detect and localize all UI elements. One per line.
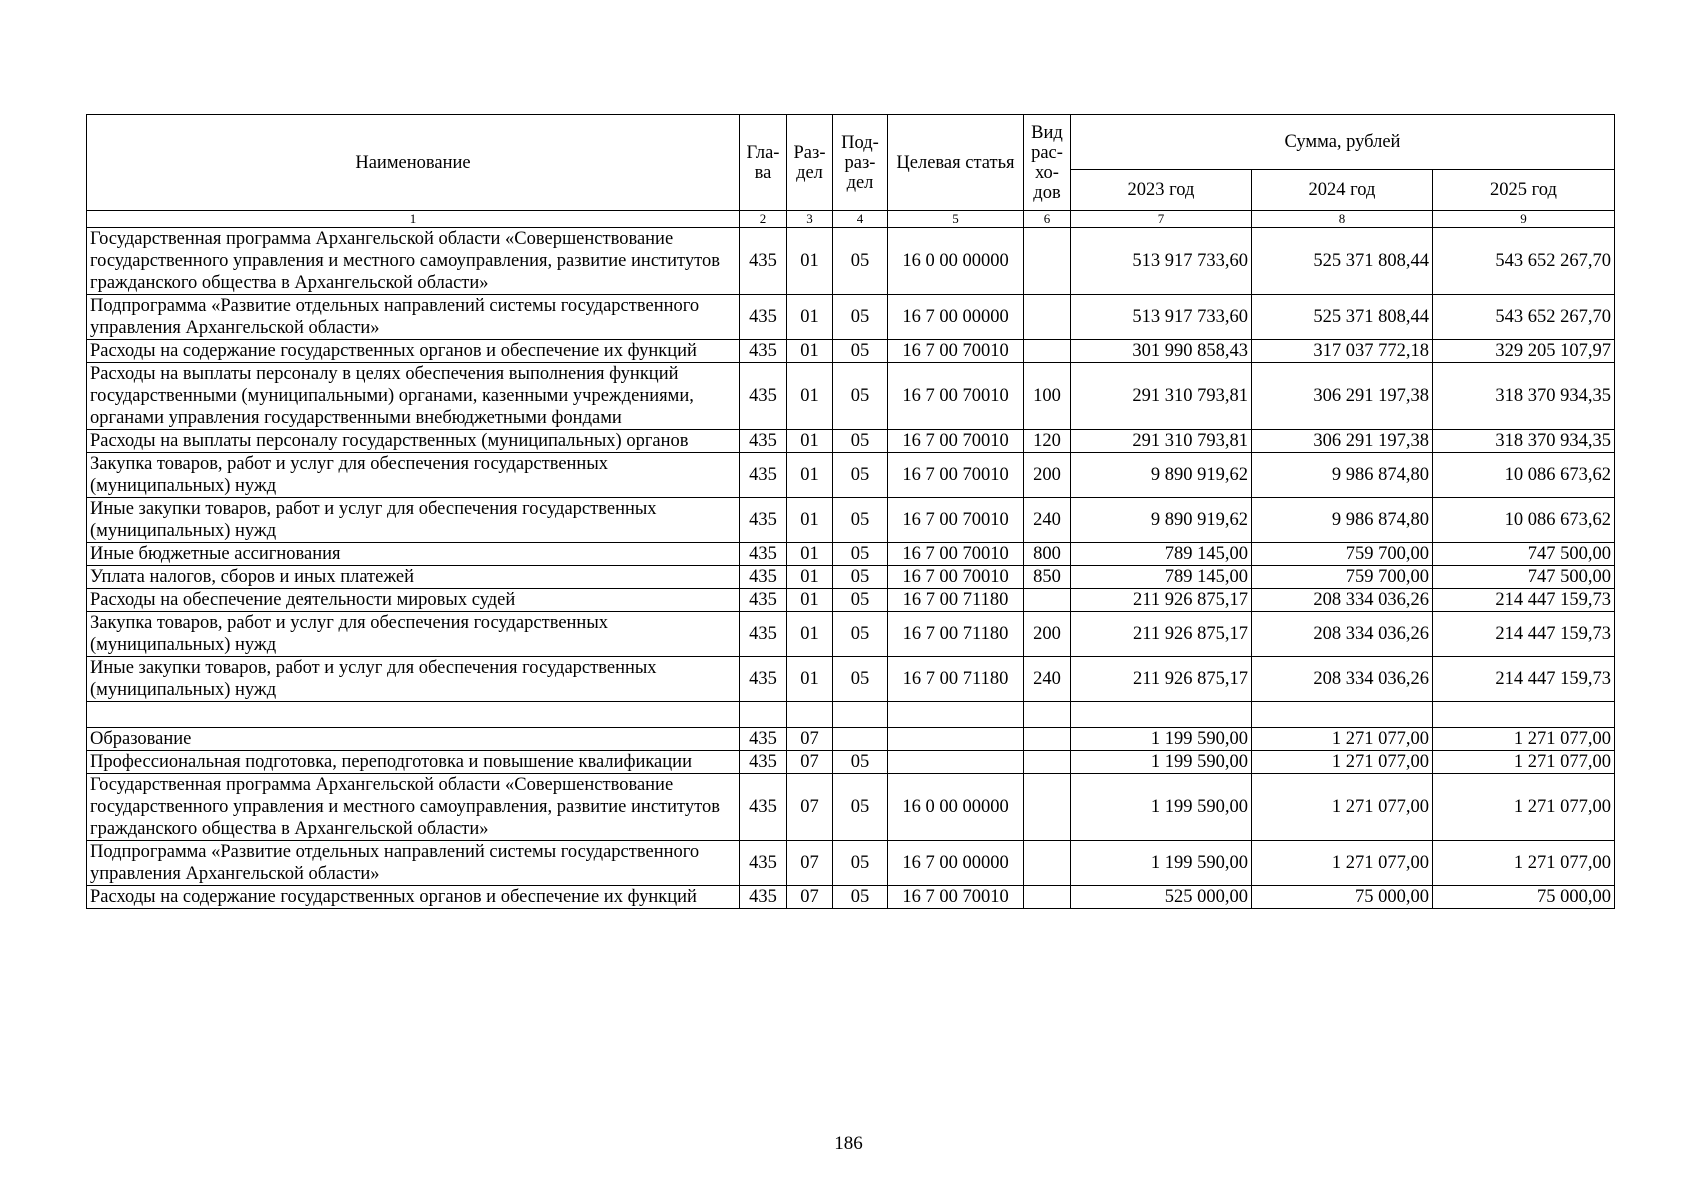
column-number: 4 [833, 211, 888, 228]
cell-sum-2025: 747 500,00 [1433, 566, 1615, 589]
cell-podrazdel: 05 [833, 841, 888, 886]
cell-podrazdel: 05 [833, 589, 888, 612]
cell-sum-2025: 1 271 077,00 [1433, 751, 1615, 774]
cell-name: Государственная программа Архангельской области «Совершенствование государственного управления и местного самоуправления, развитие институтов гражданского общества в Архангельской области» [87, 228, 740, 295]
cell-target: 16 7 00 70010 [888, 498, 1024, 543]
table-row [87, 886, 1615, 909]
table-row [87, 728, 1615, 751]
cell-sum-2025: 747 500,00 [1433, 543, 1615, 566]
cell-target: 16 7 00 70010 [888, 543, 1024, 566]
cell-name: Профессиональная подготовка, переподготовка и повышение квалификации [87, 751, 740, 774]
cell-sum-2025: 543 652 267,70 [1433, 228, 1615, 295]
cell-vid: 240 [1024, 498, 1071, 543]
table-row [87, 453, 1615, 498]
cell-vid [1024, 589, 1071, 612]
cell-target: 16 0 00 00000 [888, 228, 1024, 295]
cell-sum-2025 [1433, 702, 1615, 728]
header-year-2024: 2024 год [1252, 170, 1433, 211]
column-number: 5 [888, 211, 1024, 228]
cell-target: 16 7 00 70010 [888, 363, 1024, 430]
cell-sum-2024: 525 371 808,44 [1252, 228, 1433, 295]
column-number: 7 [1071, 211, 1252, 228]
column-number: 9 [1433, 211, 1615, 228]
cell-glava: 435 [740, 612, 787, 657]
cell-podrazdel: 05 [833, 453, 888, 498]
cell-glava: 435 [740, 498, 787, 543]
cell-target: 16 7 00 71180 [888, 612, 1024, 657]
cell-razdel: 01 [787, 657, 833, 702]
column-number: 3 [787, 211, 833, 228]
cell-podrazdel: 05 [833, 612, 888, 657]
table-row [87, 657, 1615, 702]
cell-razdel: 07 [787, 774, 833, 841]
cell-sum-2024: 208 334 036,26 [1252, 589, 1433, 612]
cell-sum-2024: 1 271 077,00 [1252, 841, 1433, 886]
cell-sum-2024: 317 037 772,18 [1252, 340, 1433, 363]
cell-podrazdel: 05 [833, 566, 888, 589]
cell-name: Расходы на обеспечение деятельности мировых судей [87, 589, 740, 612]
cell-sum-2023: 1 199 590,00 [1071, 751, 1252, 774]
cell-glava: 435 [740, 453, 787, 498]
table-row [87, 543, 1615, 566]
cell-glava: 435 [740, 774, 787, 841]
cell-podrazdel: 05 [833, 430, 888, 453]
cell-sum-2023: 291 310 793,81 [1071, 430, 1252, 453]
cell-target: 16 7 00 70010 [888, 453, 1024, 498]
column-number: 2 [740, 211, 787, 228]
cell-sum-2024: 306 291 197,38 [1252, 430, 1433, 453]
column-number: 1 [87, 211, 740, 228]
column-number: 8 [1252, 211, 1433, 228]
cell-vid [1024, 702, 1071, 728]
cell-vid: 800 [1024, 543, 1071, 566]
cell-name [87, 702, 740, 728]
cell-sum-2023: 789 145,00 [1071, 543, 1252, 566]
cell-glava: 435 [740, 886, 787, 909]
cell-name: Иные закупки товаров, работ и услуг для обеспечения государственных (муниципальных) нужд [87, 498, 740, 543]
header-podrazdel: Под-раз-дел [833, 115, 888, 211]
cell-target: 16 7 00 70010 [888, 566, 1024, 589]
cell-sum-2024 [1252, 702, 1433, 728]
cell-podrazdel [833, 728, 888, 751]
header-vid: Вид рас-хо-дов [1024, 115, 1071, 211]
table-row [87, 774, 1615, 841]
cell-sum-2023: 301 990 858,43 [1071, 340, 1252, 363]
table-row [87, 498, 1615, 543]
cell-sum-2024: 9 986 874,80 [1252, 498, 1433, 543]
cell-target: 16 7 00 70010 [888, 340, 1024, 363]
header-year-2023: 2023 год [1071, 170, 1252, 211]
cell-sum-2023: 9 890 919,62 [1071, 498, 1252, 543]
cell-sum-2024: 208 334 036,26 [1252, 612, 1433, 657]
cell-podrazdel: 05 [833, 774, 888, 841]
cell-razdel [787, 702, 833, 728]
table-row [87, 363, 1615, 430]
cell-sum-2023: 1 199 590,00 [1071, 774, 1252, 841]
cell-vid: 850 [1024, 566, 1071, 589]
cell-glava: 435 [740, 751, 787, 774]
cell-name: Закупка товаров, работ и услуг для обеспечения государственных (муниципальных) нужд [87, 612, 740, 657]
table-row [87, 340, 1615, 363]
cell-razdel: 01 [787, 612, 833, 657]
cell-name: Иные закупки товаров, работ и услуг для обеспечения государственных (муниципальных) нужд [87, 657, 740, 702]
cell-target: 16 7 00 70010 [888, 886, 1024, 909]
cell-name: Закупка товаров, работ и услуг для обеспечения государственных (муниципальных) нужд [87, 453, 740, 498]
table-row [87, 702, 1615, 728]
cell-glava: 435 [740, 841, 787, 886]
cell-sum-2025: 10 086 673,62 [1433, 498, 1615, 543]
cell-podrazdel: 05 [833, 228, 888, 295]
table-row [87, 430, 1615, 453]
cell-target: 16 0 00 00000 [888, 774, 1024, 841]
column-numbers-row [87, 211, 1615, 228]
cell-sum-2025: 10 086 673,62 [1433, 453, 1615, 498]
table-row [87, 751, 1615, 774]
cell-sum-2025: 318 370 934,35 [1433, 430, 1615, 453]
cell-vid [1024, 295, 1071, 340]
cell-sum-2023: 1 199 590,00 [1071, 841, 1252, 886]
cell-glava: 435 [740, 657, 787, 702]
cell-razdel: 01 [787, 363, 833, 430]
cell-sum-2024: 1 271 077,00 [1252, 774, 1433, 841]
cell-podrazdel: 05 [833, 363, 888, 430]
cell-podrazdel: 05 [833, 340, 888, 363]
cell-razdel: 01 [787, 498, 833, 543]
cell-glava: 435 [740, 589, 787, 612]
page-number: 186 [834, 1133, 863, 1154]
cell-razdel: 01 [787, 430, 833, 453]
table-row [87, 612, 1615, 657]
cell-name: Подпрограмма «Развитие отдельных направлений системы государственного управления Архангельской области» [87, 295, 740, 340]
cell-target [888, 702, 1024, 728]
table-row [87, 841, 1615, 886]
cell-name: Уплата налогов, сборов и иных платежей [87, 566, 740, 589]
cell-vid [1024, 774, 1071, 841]
cell-name: Государственная программа Архангельской области «Совершенствование государственного управления и местного самоуправления, развитие институтов гражданского общества в Архангельской области» [87, 774, 740, 841]
table-row [87, 295, 1615, 340]
cell-sum-2023 [1071, 702, 1252, 728]
cell-sum-2023: 513 917 733,60 [1071, 228, 1252, 295]
header-sum: Сумма, рублей [1071, 115, 1615, 170]
table-row [87, 589, 1615, 612]
cell-razdel: 07 [787, 886, 833, 909]
cell-target: 16 7 00 70010 [888, 430, 1024, 453]
cell-glava: 435 [740, 728, 787, 751]
cell-sum-2025: 1 271 077,00 [1433, 774, 1615, 841]
cell-razdel: 01 [787, 453, 833, 498]
cell-razdel: 07 [787, 751, 833, 774]
cell-target: 16 7 00 71180 [888, 589, 1024, 612]
cell-name: Расходы на содержание государственных органов и обеспечение их функций [87, 886, 740, 909]
cell-sum-2023: 525 000,00 [1071, 886, 1252, 909]
cell-razdel: 01 [787, 543, 833, 566]
cell-glava: 435 [740, 543, 787, 566]
cell-sum-2024: 306 291 197,38 [1252, 363, 1433, 430]
cell-sum-2023: 291 310 793,81 [1071, 363, 1252, 430]
cell-name: Расходы на выплаты персоналу государственных (муниципальных) органов [87, 430, 740, 453]
header-target: Целевая статья [888, 115, 1024, 211]
table-row [87, 228, 1615, 295]
cell-glava: 435 [740, 363, 787, 430]
cell-glava: 435 [740, 340, 787, 363]
cell-glava: 435 [740, 228, 787, 295]
cell-glava: 435 [740, 566, 787, 589]
cell-sum-2023: 1 199 590,00 [1071, 728, 1252, 751]
cell-name: Подпрограмма «Развитие отдельных направлений системы государственного управления Архангельской области» [87, 841, 740, 886]
cell-sum-2023: 211 926 875,17 [1071, 612, 1252, 657]
cell-sum-2023: 513 917 733,60 [1071, 295, 1252, 340]
cell-razdel: 07 [787, 728, 833, 751]
cell-target [888, 751, 1024, 774]
cell-sum-2023: 9 890 919,62 [1071, 453, 1252, 498]
cell-name: Образование [87, 728, 740, 751]
cell-name: Расходы на выплаты персоналу в целях обеспечения выполнения функций государственными (муниципальными) органами, казенными учреждениями, органами управления государственными внебюджетными фондами [87, 363, 740, 430]
cell-sum-2024: 9 986 874,80 [1252, 453, 1433, 498]
cell-vid [1024, 728, 1071, 751]
cell-sum-2025: 543 652 267,70 [1433, 295, 1615, 340]
cell-target: 16 7 00 71180 [888, 657, 1024, 702]
cell-razdel: 01 [787, 295, 833, 340]
cell-vid: 200 [1024, 612, 1071, 657]
cell-sum-2024: 759 700,00 [1252, 566, 1433, 589]
column-number: 6 [1024, 211, 1071, 228]
cell-vid [1024, 340, 1071, 363]
cell-sum-2025: 1 271 077,00 [1433, 728, 1615, 751]
cell-target: 16 7 00 00000 [888, 841, 1024, 886]
cell-sum-2025: 75 000,00 [1433, 886, 1615, 909]
cell-podrazdel: 05 [833, 751, 888, 774]
cell-sum-2025: 1 271 077,00 [1433, 841, 1615, 886]
cell-sum-2024: 208 334 036,26 [1252, 657, 1433, 702]
cell-vid [1024, 751, 1071, 774]
cell-razdel: 01 [787, 589, 833, 612]
budget-table [86, 114, 1615, 909]
cell-sum-2024: 1 271 077,00 [1252, 751, 1433, 774]
cell-sum-2024: 525 371 808,44 [1252, 295, 1433, 340]
cell-vid: 120 [1024, 430, 1071, 453]
cell-sum-2025: 329 205 107,97 [1433, 340, 1615, 363]
cell-razdel: 07 [787, 841, 833, 886]
cell-sum-2025: 214 447 159,73 [1433, 657, 1615, 702]
table-body [87, 228, 1615, 909]
cell-sum-2024: 75 000,00 [1252, 886, 1433, 909]
cell-sum-2025: 318 370 934,35 [1433, 363, 1615, 430]
cell-glava [740, 702, 787, 728]
header-year-2025: 2025 год [1433, 170, 1615, 211]
cell-razdel: 01 [787, 228, 833, 295]
header-glava: Гла-ва [740, 115, 787, 211]
cell-name: Иные бюджетные ассигнования [87, 543, 740, 566]
table-row [87, 566, 1615, 589]
cell-sum-2023: 789 145,00 [1071, 566, 1252, 589]
cell-name: Расходы на содержание государственных органов и обеспечение их функций [87, 340, 740, 363]
cell-vid: 200 [1024, 453, 1071, 498]
cell-target [888, 728, 1024, 751]
cell-vid [1024, 228, 1071, 295]
cell-sum-2025: 214 447 159,73 [1433, 612, 1615, 657]
cell-podrazdel [833, 702, 888, 728]
cell-podrazdel: 05 [833, 295, 888, 340]
cell-sum-2024: 1 271 077,00 [1252, 728, 1433, 751]
cell-sum-2024: 759 700,00 [1252, 543, 1433, 566]
cell-vid [1024, 841, 1071, 886]
header-razdel: Раз-дел [787, 115, 833, 211]
cell-sum-2023: 211 926 875,17 [1071, 589, 1252, 612]
cell-podrazdel: 05 [833, 543, 888, 566]
cell-target: 16 7 00 00000 [888, 295, 1024, 340]
cell-glava: 435 [740, 430, 787, 453]
cell-glava: 435 [740, 295, 787, 340]
cell-vid: 100 [1024, 363, 1071, 430]
cell-sum-2025: 214 447 159,73 [1433, 589, 1615, 612]
cell-vid [1024, 886, 1071, 909]
cell-razdel: 01 [787, 340, 833, 363]
cell-podrazdel: 05 [833, 498, 888, 543]
cell-podrazdel: 05 [833, 886, 888, 909]
cell-vid: 240 [1024, 657, 1071, 702]
header-name: Наименование [87, 115, 740, 211]
cell-sum-2023: 211 926 875,17 [1071, 657, 1252, 702]
cell-razdel: 01 [787, 566, 833, 589]
cell-podrazdel: 05 [833, 657, 888, 702]
